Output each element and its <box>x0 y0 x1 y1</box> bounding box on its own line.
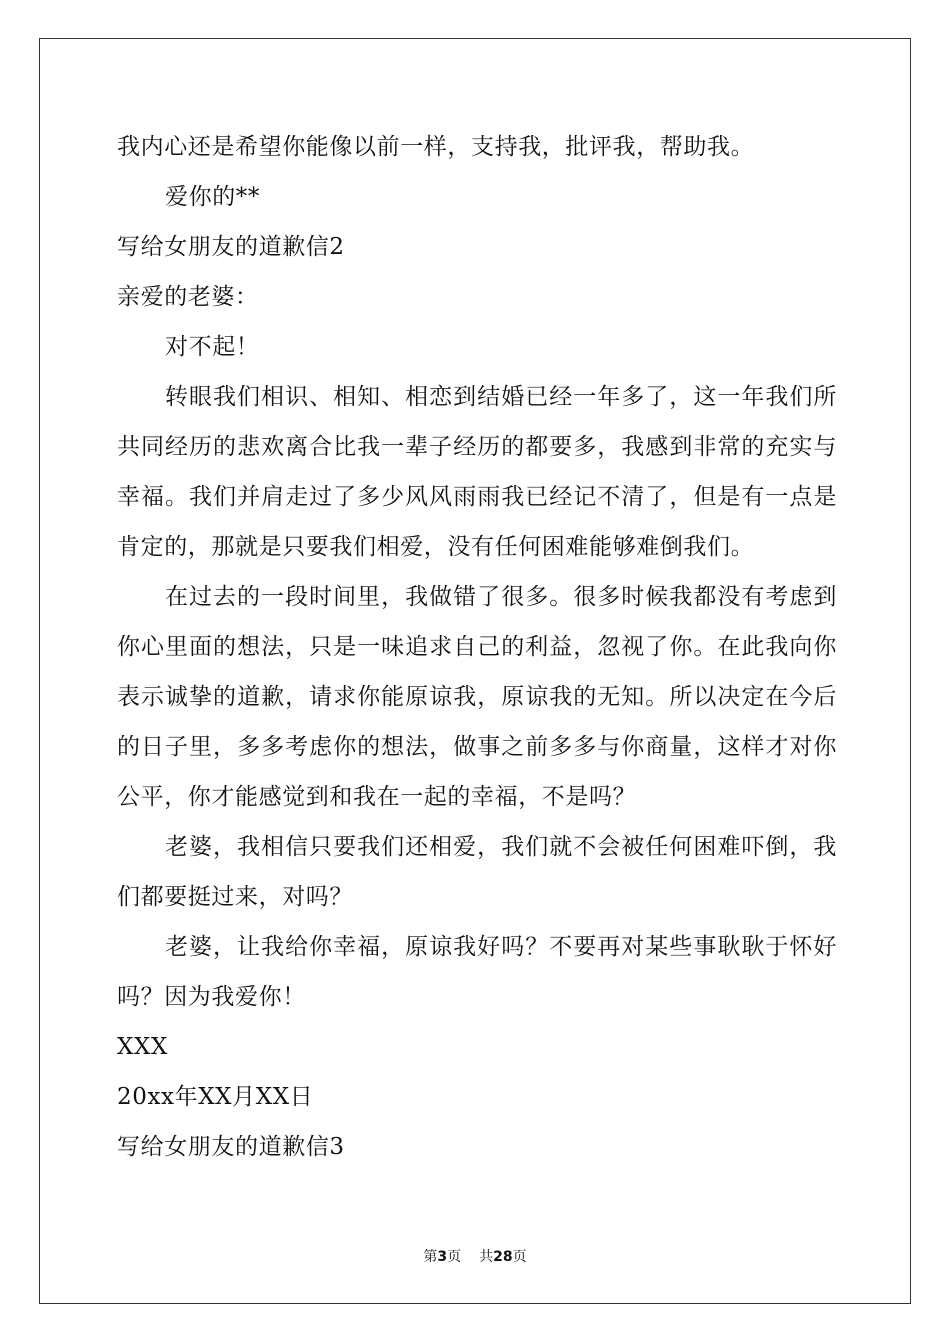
total-prefix: 共 <box>479 1249 494 1265</box>
letter-date: 20xx年XX月XX日 <box>117 1084 314 1110</box>
total-suffix: 页 <box>512 1249 527 1265</box>
paragraph-line: 吗？因为我爱你！ <box>117 984 306 1010</box>
paragraph-line: 转眼我们相识、相知、相恋到结婚已经一年多了，这一年我们所 <box>165 384 837 410</box>
signature-line: 爱你的** <box>165 184 260 210</box>
letter-heading: 写给女朋友的道歉信3 <box>117 1134 345 1160</box>
paragraph-line: 的日子里，多多考虑你的想法，做事之前多多与你商量，这样才对你 <box>117 734 837 760</box>
salutation: 亲爱的老婆： <box>117 284 259 310</box>
paragraph-line: 公平，你才能感觉到和我在一起的幸福，不是吗？ <box>117 784 637 810</box>
paragraph-line: 们都要挺过来，对吗？ <box>117 884 353 910</box>
paragraph-line: 我内心还是希望你能像以前一样，支持我，批评我，帮助我。 <box>117 134 755 160</box>
paragraph-line: 老婆，我相信只要我们还相爱，我们就不会被任何困难吓倒，我 <box>165 834 837 860</box>
page-prefix: 第 <box>423 1249 438 1265</box>
page-number: 3 <box>437 1249 448 1265</box>
paragraph-line: 对不起！ <box>165 334 260 360</box>
paragraph-line: 老婆，让我给你幸福，原谅我好吗？不要再对某些事耿耿于怀好 <box>165 934 837 960</box>
paragraph-line: 共同经历的悲欢离合比我一辈子经历的都要多，我感到非常的充实与 <box>117 434 837 460</box>
paragraph-line: 在过去的一段时间里，我做错了很多。很多时候我都没有考虑到 <box>165 584 837 610</box>
total-pages: 28 <box>493 1249 513 1265</box>
letter-heading: 写给女朋友的道歉信2 <box>117 234 345 260</box>
page-suffix: 页 <box>447 1249 462 1265</box>
page-footer <box>0 1246 950 1266</box>
paragraph-line: 表示诚挚的道歉，请求你能原谅我，原谅我的无知。所以决定在今后 <box>117 684 837 710</box>
paragraph-line: 肯定的，那就是只要我们相爱，没有任何困难能够难倒我们。 <box>117 534 755 560</box>
paragraph-line: 你心里面的想法，只是一味追求自己的利益，忽视了你。在此我向你 <box>117 634 837 660</box>
paragraph-line: 幸福。我们并肩走过了多少风风雨雨我已经记不清了，但是有一点是 <box>117 484 837 510</box>
document-body <box>117 122 837 1172</box>
signature-name: XXX <box>117 1034 168 1060</box>
